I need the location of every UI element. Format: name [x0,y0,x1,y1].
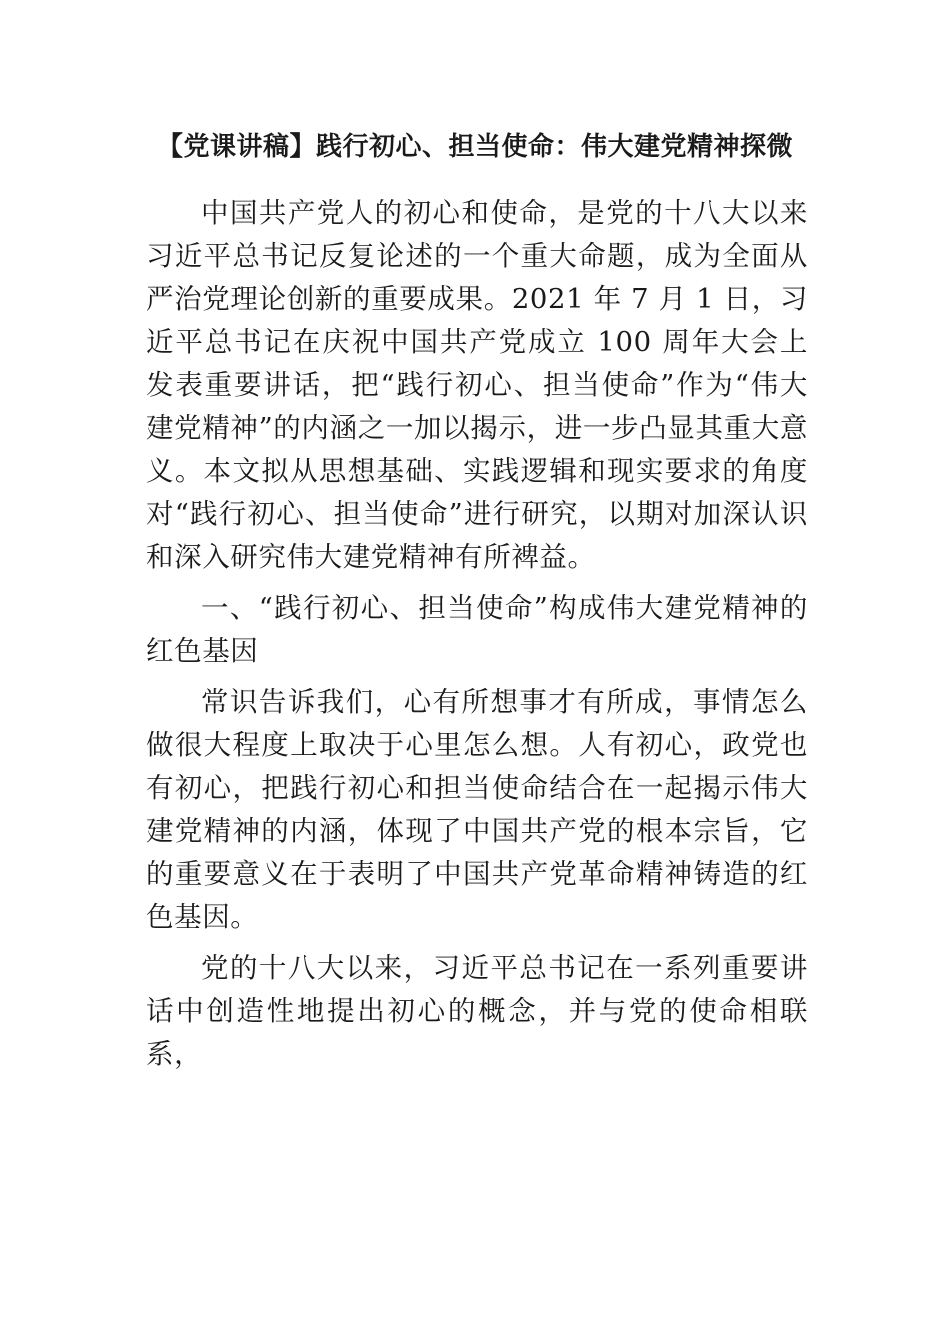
body-paragraph: 常识告诉我们，心有所想事才有所成，事情怎么做很大程度上取决于心里怎么想。人有初心，政党也有初心，把践行初心和担当使命结合在一起揭示伟大建党精神的内涵，体现了中国共产党的根本宗旨，它的重要意义在于表明了中国共产党革命精神铸造的红色基因。 [146,686,808,933]
document-body [146,192,808,1084]
body-paragraph: 党的十八大以来，习近平总书记在一系列重要讲话中创造性地提出初心的概念，并与党的使命相联系， [146,952,808,1070]
section-heading: 一、“践行初心、担当使命”构成伟大建党精神的红色基因 [146,592,808,667]
document-title: 【党课讲稿】践行初心、担当使命：伟大建党精神探微 [156,132,793,162]
intro-paragraph: 中国共产党人的初心和使命，是党的十八大以来习近平总书记反复论述的一个重大命题，成为全面从严治党理论创新的重要成果。2021 年 7 月 1 日，习近平总书记在庆祝中国共产党成立 100 周年大会上发表重要讲话，把“践行初心、担当使命”作为“伟大建党精神”的内涵之一加以揭示，进一步凸显其重大意义。本文拟从思想基础、实践逻辑和现实要求的角度对“践行初心、担当使命”进行研究，以期对加深认识和深入研究伟大建党精神有所裨益。 [146,197,808,573]
